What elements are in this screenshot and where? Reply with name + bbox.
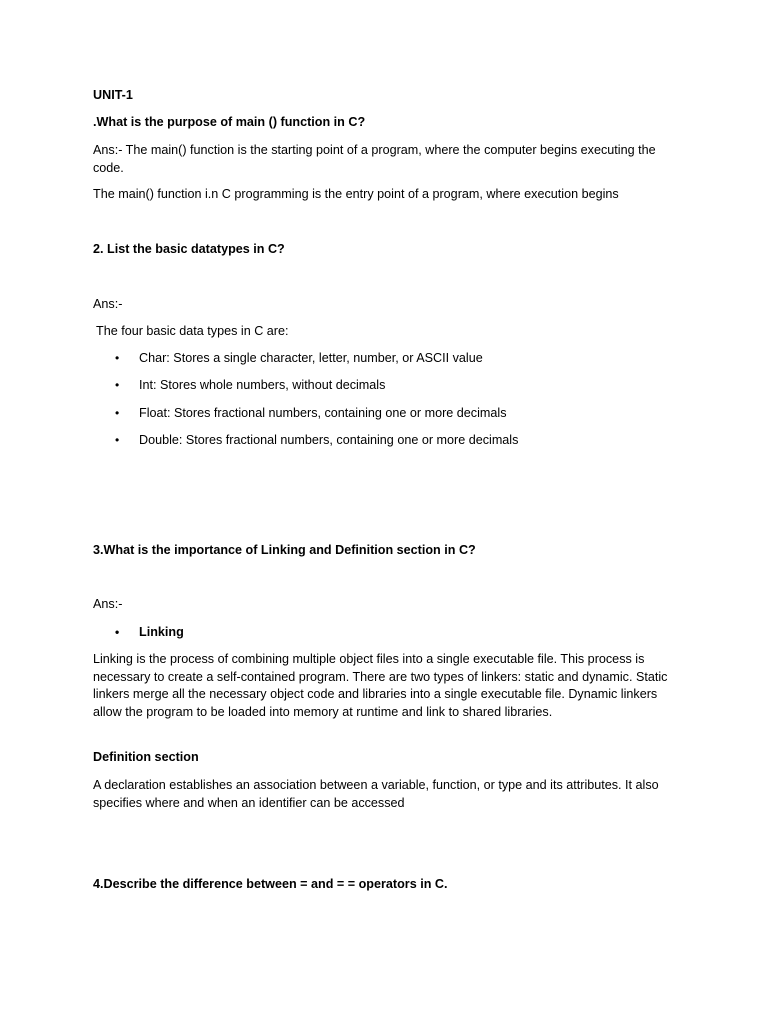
question-3: 3.What is the importance of Linking and Definition section in C? [93, 543, 476, 557]
unit-heading: UNIT-1 [93, 88, 133, 102]
definition-section-heading: Definition section [93, 750, 199, 764]
bullet-icon: • [115, 406, 120, 420]
list-item-linking [115, 624, 184, 642]
question-4: 4.Describe the difference between = and = = operators in C. [93, 877, 448, 891]
list-item [115, 350, 483, 368]
list-item [115, 405, 507, 423]
list-item-text: Double: Stores fractional numbers, containing one or more decimals [139, 433, 519, 447]
bullet-icon: • [115, 378, 120, 392]
bullet-icon: • [115, 625, 120, 639]
bullet-icon: • [115, 433, 120, 447]
definition-paragraph: A declaration establishes an association between a variable, function, or type and its attributes. It also specifies where and when an identifier can be accessed [93, 778, 659, 810]
answer-2-intro: The four basic data types in C are: [96, 324, 289, 338]
question-2: 2. List the basic datatypes in C? [93, 242, 285, 256]
answer-1-paragraph-2: The main() function i.n C programming is the entry point of a program, where execution begins [93, 187, 619, 201]
answer-2-label: Ans:- [93, 297, 123, 311]
linking-label: Linking [139, 625, 184, 639]
answer-1-paragraph-1: Ans:- The main() function is the starting point of a program, where the computer begins executing the code. [93, 143, 656, 175]
list-item-text: Char: Stores a single character, letter, number, or ASCII value [139, 351, 483, 365]
answer-3-label: Ans:- [93, 597, 123, 611]
list-item-text: Float: Stores fractional numbers, containing one or more decimals [139, 406, 507, 420]
linking-paragraph: Linking is the process of combining multiple object files into a single executable file. This process is necessary to create a self-contained program. There are two types of linkers: static and dynamic. Static linkers merge all the necessary object code and libraries into a single executable file. Dynamic linkers allow the program to be loaded into memory at runtime and link to shared libraries. [93, 652, 668, 719]
list-item-text: Int: Stores whole numbers, without decimals [139, 378, 386, 392]
list-item [115, 432, 518, 450]
list-item [115, 377, 385, 395]
bullet-icon: • [115, 351, 120, 365]
question-1: .What is the purpose of main () function in C? [93, 115, 366, 129]
